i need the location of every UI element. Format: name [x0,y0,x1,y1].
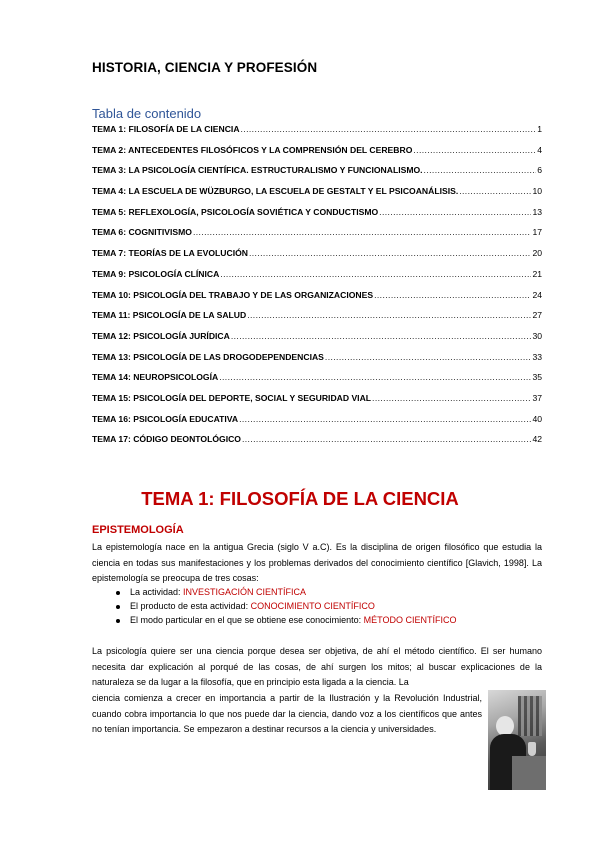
toc-entry-label: TEMA 1: FILOSOFÍA DE LA CIENCIA [92,124,240,134]
toc-entry[interactable] [92,310,542,331]
bullet-highlight: CONOCIMIENTO CIENTÍFICO [250,601,375,611]
list-item [112,615,456,629]
toc-entry-page: 10 [532,186,542,197]
toc-leader-dots [372,393,531,403]
toc-entry[interactable] [92,165,542,186]
toc-entry-label: TEMA 11: PSICOLOGÍA DE LA SALUD [92,310,247,321]
toc-entry-page: 4 [537,144,542,155]
toc-leader-dots [231,331,532,341]
toc-entry[interactable] [92,352,542,373]
toc-entry[interactable] [92,145,542,166]
chapter-title: TEMA 1: FILOSOFÍA DE LA CIENCIA [141,488,459,509]
historical-photo [488,690,546,790]
toc-leader-dots [424,165,537,175]
toc-entry-label: TEMA 14: NEUROPSICOLOGÍA [92,372,219,383]
toc-entry-label: TEMA 6: COGNITIVISMO [92,227,192,238]
toc-entry-page: 20 [532,248,542,259]
toc-entry-page: 21 [532,268,542,279]
toc-entry[interactable] [92,372,542,393]
toc-entry-page: 30 [532,330,542,341]
toc-entry-label: TEMA 13: PSICOLOGÍA DE LAS DROGODEPENDENCIAS [92,351,324,362]
toc-leader-dots [459,186,531,196]
bullet-highlight: INVESTIGACIÓN CIENTÍFICA [183,587,307,597]
bullet-list [112,587,456,629]
toc-entry-page: 13 [532,206,542,217]
toc-leader-dots [239,414,531,424]
toc-leader-dots [249,248,531,258]
photo-shelf [518,696,542,736]
bullet-text: El modo particular en el que se obtiene ese conocimiento: [130,615,364,625]
toc-entry[interactable] [92,269,542,290]
toc-leader-dots [220,269,531,279]
toc-entry-label: TEMA 12: PSICOLOGÍA JURÍDICA [92,330,230,341]
list-item [112,587,456,601]
toc-entry[interactable] [92,331,542,352]
toc-leader-dots [413,145,536,155]
toc-leader-dots [242,434,531,444]
toc-entry[interactable] [92,434,542,455]
bullet-text: La actividad: [130,587,184,597]
toc-leader-dots [325,352,532,362]
list-item [112,601,456,615]
toc-entry[interactable] [92,248,542,269]
toc-entry-page: 37 [532,392,542,403]
toc-entry-page: 40 [532,413,542,424]
photo-table [512,756,546,790]
toc-entry-label: TEMA 3: LA PSICOLOGÍA CIENTÍFICA. ESTRUCTURALISMO Y FUNCIONALISMO. [92,165,423,176]
toc-entry-label: TEMA 4: LA ESCUELA DE WÜZBURGO, LA ESCUELA DE GESTALT Y EL PSICOANÁLISIS. [92,186,459,197]
toc-entry-label: TEMA 10: PSICOLOGÍA DEL TRABAJO Y DE LAS ORGANIZACIONES [92,289,374,300]
document-title: HISTORIA, CIENCIA Y PROFESIÓN [92,60,318,75]
toc-entry-page: 1 [537,124,542,134]
toc-entry-label: TEMA 7: TEORÍAS DE LA EVOLUCIÓN [92,248,248,259]
toc-entry-label: TEMA 17: CÓDIGO DEONTOLÓGICO [92,434,241,445]
toc-leader-dots [241,124,537,134]
toc-entry[interactable] [92,393,542,414]
photo-flask [528,742,536,756]
toc-entry[interactable] [92,124,542,145]
toc-leader-dots [219,372,531,382]
toc-leader-dots [193,227,531,237]
toc-entry-label: TEMA 9: PSICOLOGÍA CLÍNICA [92,268,220,279]
toc-entry[interactable] [92,227,542,248]
toc-leader-dots [379,207,531,217]
photo-figure-head [496,716,514,736]
toc-entry-page: 6 [537,165,542,176]
toc-entry-label: TEMA 5: REFLEXOLOGÍA, PSICOLOGÍA SOVIÉTICA Y CONDUCTISMO [92,206,379,217]
toc-entry[interactable] [92,414,542,435]
toc-entry-label: TEMA 2: ANTECEDENTES FILOSÓFICOS Y LA COMPRENSIÓN DEL CEREBRO [92,144,413,155]
body-paragraph: ciencia comienza a crecer en importancia a partir de la Ilustración y la Revolución Industrial, cuando cobra importancia lo que nos puede dar la ciencia, dando voz a los científicos que antes no tenían importancia. Se empezaron a destinar recursos a la ciencia y universidades. [92,693,482,734]
toc-entry-label: TEMA 15: PSICOLOGÍA DEL DEPORTE, SOCIAL Y SEGURIDAD VIAL [92,392,372,403]
toc-entry[interactable] [92,186,542,207]
toc-leader-dots [374,290,531,300]
toc-entry-page: 33 [532,351,542,362]
toc-entry-page: 35 [532,372,542,383]
toc-entry-page: 17 [532,227,542,238]
toc-entry-label: TEMA 16: PSICOLOGÍA EDUCATIVA [92,413,239,424]
toc-heading: Tabla de contenido [92,106,202,121]
intro-text: La epistemología nace en la antigua Grecia (siglo V a.C). Es la disciplina de origen filosófico que estudia la ciencia en todas sus manifestaciones y los problemas derivados del conocimiento científico [Glavich, 1998]. La epistemología se preocupa de tres cosas: [92,542,542,583]
toc-entry-page: 27 [532,310,542,321]
toc-entry[interactable] [92,207,542,228]
toc-entry[interactable] [92,290,542,311]
bullet-highlight: MÉTODO CIENTÍFICO [363,615,457,625]
table-of-contents [92,124,542,455]
toc-leader-dots [247,310,531,320]
intro-paragraph [92,540,542,587]
toc-entry-page: 42 [532,434,542,445]
body-paragraph: La psicología quiere ser una ciencia porque desea ser objetiva, de ahí el método científico. El ser humano necesita dar explicación al porqué de las cosas, de ahí surgen los mitos; al buscar explicaciones de la naturaleza se da lugar a la filosofía, que en principio esta ligada a la ciencia. La [92,646,542,687]
toc-entry-page: 24 [532,289,542,300]
bullet-text: El producto de esta actividad: [130,601,251,611]
section-title: EPISTEMOLOGÍA [92,524,184,536]
